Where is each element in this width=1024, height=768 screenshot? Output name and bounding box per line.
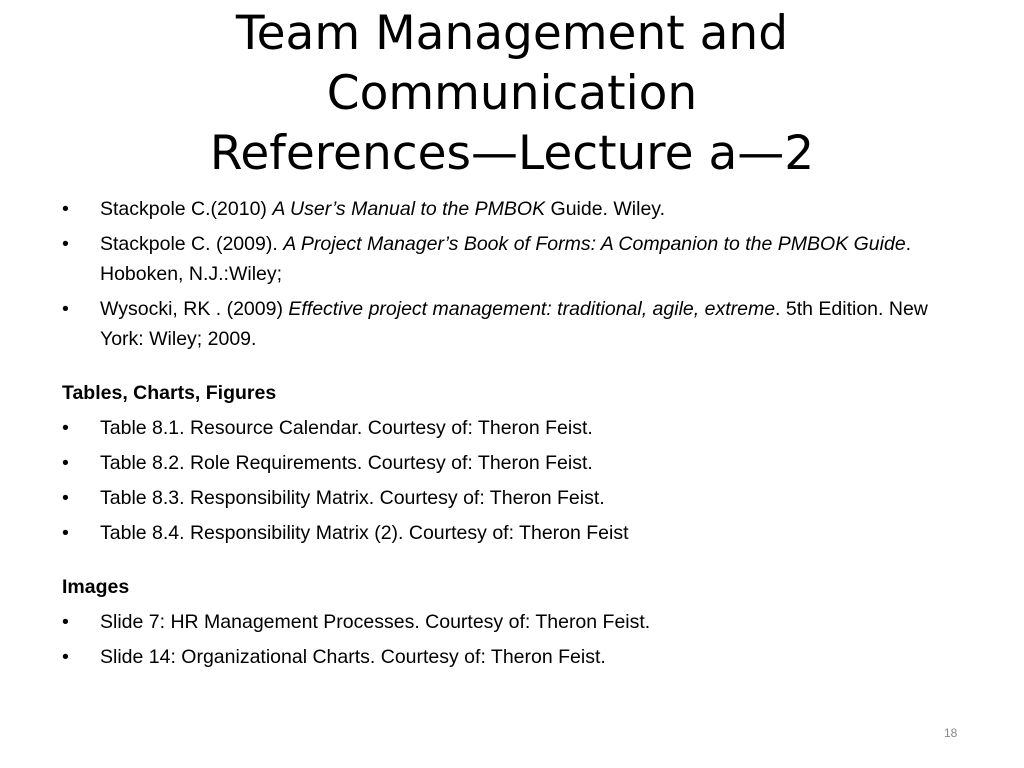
reference-title: Effective project management: traditional, agile, extreme xyxy=(288,298,776,320)
reference-title: A Project Manager’s Book of Forms: A Companion to the PMBOK Guide xyxy=(283,233,906,255)
reference-publisher: . 5th Edition. New York: Wiley; 2009. xyxy=(100,298,928,350)
images-heading: Images xyxy=(62,576,130,598)
reference-publisher: Guide. Wiley. xyxy=(545,198,666,220)
list-item xyxy=(62,483,962,513)
list-item xyxy=(62,607,962,637)
list-item xyxy=(62,413,962,443)
list-item-text: Table 8.3. Responsibility Matrix. Courtesy of: Theron Feist. xyxy=(100,487,605,509)
bullet-icon: • xyxy=(62,646,69,668)
bullet-icon: • xyxy=(62,233,69,255)
reference-item xyxy=(62,294,962,354)
bullet-icon: • xyxy=(62,522,69,544)
list-item-text: Table 8.4. Responsibility Matrix (2). Courtesy of: Theron Feist xyxy=(100,522,629,544)
reference-author: Stackpole C. (2009). xyxy=(100,233,284,255)
slide-title-line-1: Team Management and xyxy=(235,6,789,61)
reference-item xyxy=(62,229,962,289)
slide-body xyxy=(62,194,962,672)
bullet-icon: • xyxy=(62,487,69,509)
list-item-text: Slide 7: HR Management Processes. Courtesy of: Theron Feist. xyxy=(100,611,651,633)
slide-title-line-2: Communication xyxy=(326,66,698,121)
list-item-text: Table 8.1. Resource Calendar. Courtesy of: Theron Feist. xyxy=(100,417,593,439)
reference-author: Wysocki, RK . (2009) xyxy=(100,298,289,320)
list-item-text: Table 8.2. Role Requirements. Courtesy of: Theron Feist. xyxy=(100,452,593,474)
list-item xyxy=(62,642,962,672)
bullet-icon: • xyxy=(62,452,69,474)
list-item-text: Slide 14: Organizational Charts. Courtesy of: Theron Feist. xyxy=(100,646,606,668)
slide-title-line-3: References—Lecture a—2 xyxy=(209,126,815,181)
reference-item xyxy=(62,194,962,224)
list-item xyxy=(62,448,962,478)
tables-heading: Tables, Charts, Figures xyxy=(62,382,277,404)
bullet-icon: • xyxy=(62,198,69,220)
list-item xyxy=(62,518,962,548)
bullet-icon: • xyxy=(62,611,69,633)
slide-number: 18 xyxy=(944,726,958,740)
slide-title xyxy=(40,4,984,184)
reference-publisher: . Hoboken, N.J.:Wiley; xyxy=(100,233,912,285)
bullet-icon: • xyxy=(62,417,69,439)
bullet-icon: • xyxy=(62,298,69,320)
reference-author: Stackpole C.(2010) xyxy=(100,198,273,220)
reference-title: A User’s Manual to the PMBOK xyxy=(272,198,546,220)
